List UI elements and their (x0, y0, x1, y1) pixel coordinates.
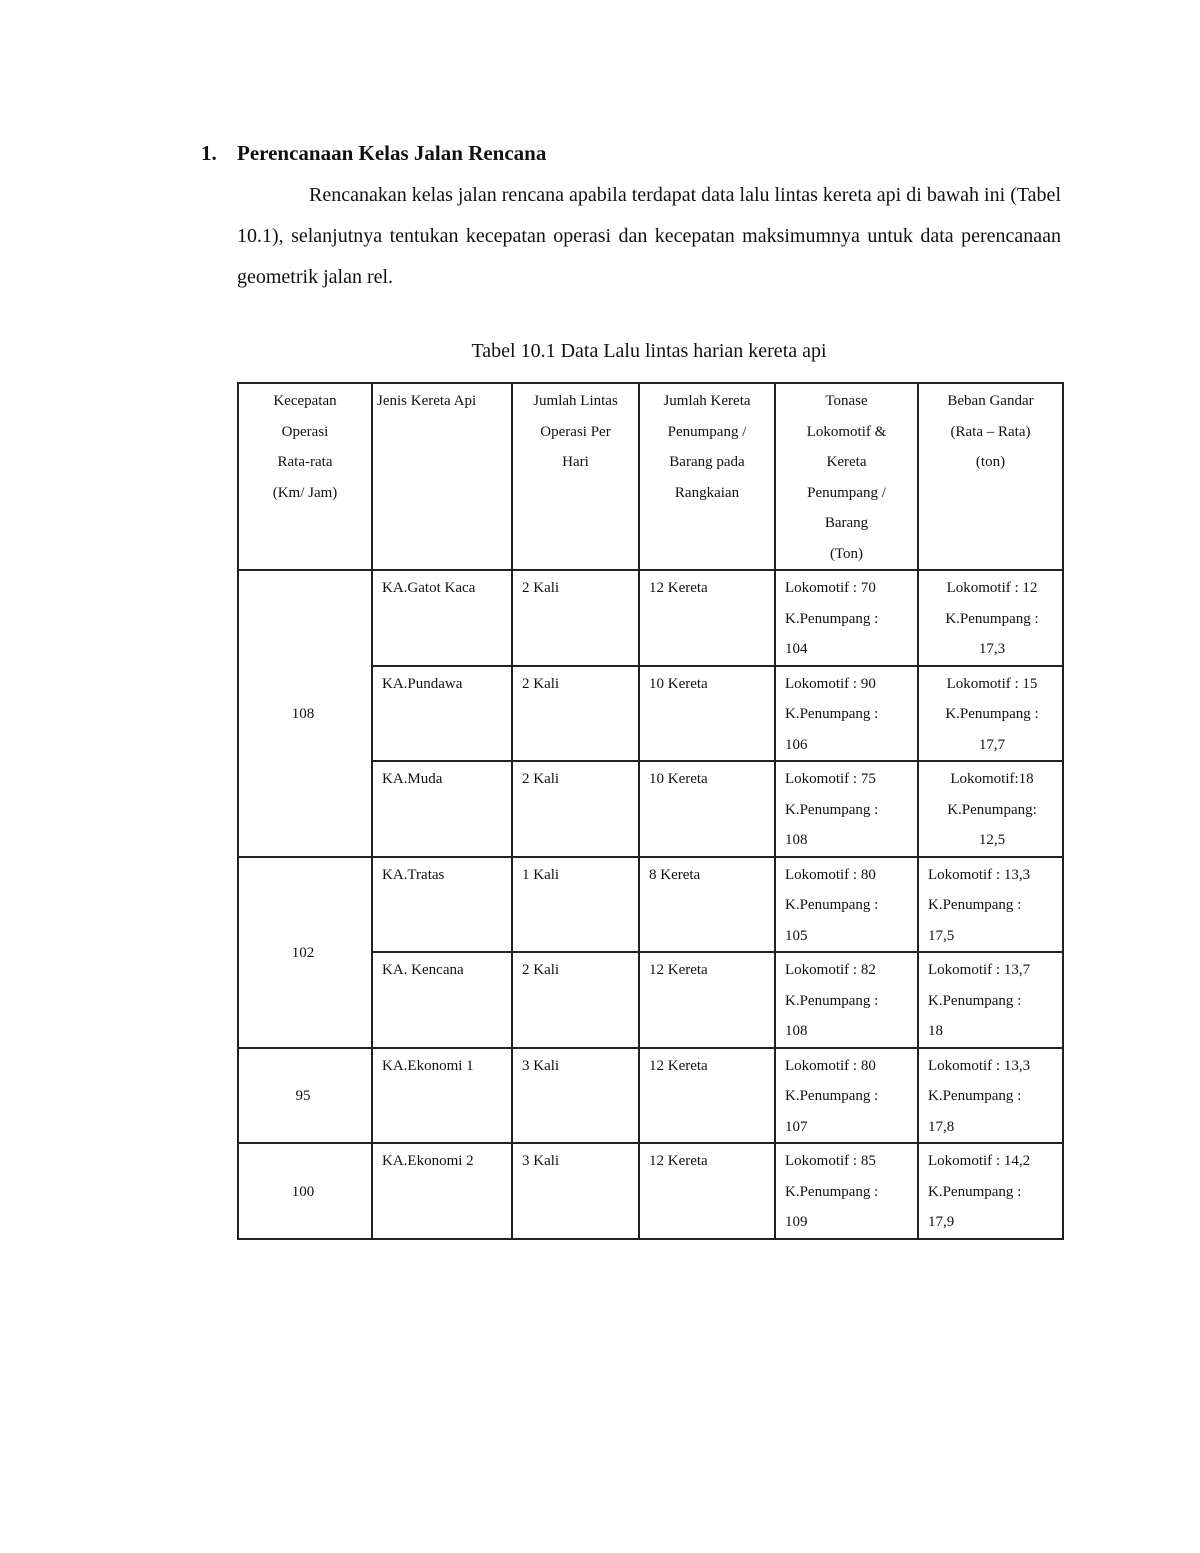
speed-cell: 100 (238, 1143, 372, 1239)
cell-gandar: Lokomotif : 15 K.Penumpang : 17,7 (918, 666, 1063, 762)
cell-tonase: Lokomotif : 90 K.Penumpang : 106 (775, 666, 918, 762)
table-row (238, 570, 1063, 666)
cell-gandar: Lokomotif:18 K.Penumpang: 12,5 (918, 761, 1063, 857)
cell-lintas: 2 Kali (512, 761, 639, 857)
header-kecepatan: Kecepatan Operasi Rata-rata (Km/ Jam) (238, 383, 372, 570)
table-row (238, 1143, 1063, 1239)
cell-gandar: Lokomotif : 13,3 K.Penumpang : 17,8 (918, 1048, 1063, 1144)
cell-lintas: 3 Kali (512, 1143, 639, 1239)
cell-lintas: 1 Kali (512, 857, 639, 953)
cell-jenis: KA.Ekonomi 2 (372, 1143, 512, 1239)
cell-gandar: Lokomotif : 12 K.Penumpang : 17,3 (918, 570, 1063, 666)
header-jenis-kereta: Jenis Kereta Api (372, 383, 512, 570)
cell-jenis: KA. Kencana (372, 952, 512, 1048)
section-paragraph: Rencanakan kelas jalan rencana apabila terdapat data lalu lintas kereta api di bawah ini (Tabel 10.1), selanjutnya tentukan kecepatan operasi dan kecepatan maksimumnya untuk data perencanaan geometrik jalan rel. (237, 184, 1061, 288)
table-caption: Tabel 10.1 Data Lalu lintas harian kereta api (471, 340, 827, 362)
cell-kereta: 8 Kereta (639, 857, 775, 953)
speed-cell: 108 (238, 570, 372, 857)
speed-cell: 102 (238, 857, 372, 1048)
cell-kereta: 10 Kereta (639, 761, 775, 857)
cell-lintas: 3 Kali (512, 1048, 639, 1144)
cell-jenis: KA.Tratas (372, 857, 512, 953)
cell-gandar: Lokomotif : 13,7 K.Penumpang : 18 (918, 952, 1063, 1048)
header-jumlah-kereta: Jumlah Kereta Penumpang / Barang pada Rangkaian (639, 383, 775, 570)
cell-gandar: Lokomotif : 13,3 K.Penumpang : 17,5 (918, 857, 1063, 953)
cell-jenis: KA.Muda (372, 761, 512, 857)
table-row (238, 857, 1063, 953)
header-tonase: Tonase Lokomotif & Kereta Penumpang / Barang (Ton) (775, 383, 918, 570)
cell-lintas: 2 Kali (512, 952, 639, 1048)
cell-lintas: 2 Kali (512, 570, 639, 666)
cell-tonase: Lokomotif : 80 K.Penumpang : 105 (775, 857, 918, 953)
cell-kereta: 10 Kereta (639, 666, 775, 762)
cell-kereta: 12 Kereta (639, 952, 775, 1048)
cell-jenis: KA.Pundawa (372, 666, 512, 762)
cell-jenis: KA.Gatot Kaca (372, 570, 512, 666)
cell-lintas: 2 Kali (512, 666, 639, 762)
cell-tonase: Lokomotif : 70 K.Penumpang : 104 (775, 570, 918, 666)
speed-cell: 95 (238, 1048, 372, 1144)
cell-kereta: 12 Kereta (639, 1143, 775, 1239)
cell-tonase: Lokomotif : 82 K.Penumpang : 108 (775, 952, 918, 1048)
section-title: Perencanaan Kelas Jalan Rencana (237, 141, 547, 165)
section-number: 1. (201, 141, 217, 165)
header-jumlah-lintas: Jumlah Lintas Operasi Per Hari (512, 383, 639, 570)
cell-tonase: Lokomotif : 80 K.Penumpang : 107 (775, 1048, 918, 1144)
section-heading (201, 141, 546, 166)
traffic-data-table (237, 382, 1064, 1240)
header-beban-gandar: Beban Gandar (Rata – Rata) (ton) (918, 383, 1063, 570)
table-row (238, 1048, 1063, 1144)
cell-jenis: KA.Ekonomi 1 (372, 1048, 512, 1144)
cell-gandar: Lokomotif : 14,2 K.Penumpang : 17,9 (918, 1143, 1063, 1239)
table-header-row (238, 383, 1063, 570)
cell-tonase: Lokomotif : 85 K.Penumpang : 109 (775, 1143, 918, 1239)
cell-tonase: Lokomotif : 75 K.Penumpang : 108 (775, 761, 918, 857)
cell-kereta: 12 Kereta (639, 1048, 775, 1144)
cell-kereta: 12 Kereta (639, 570, 775, 666)
